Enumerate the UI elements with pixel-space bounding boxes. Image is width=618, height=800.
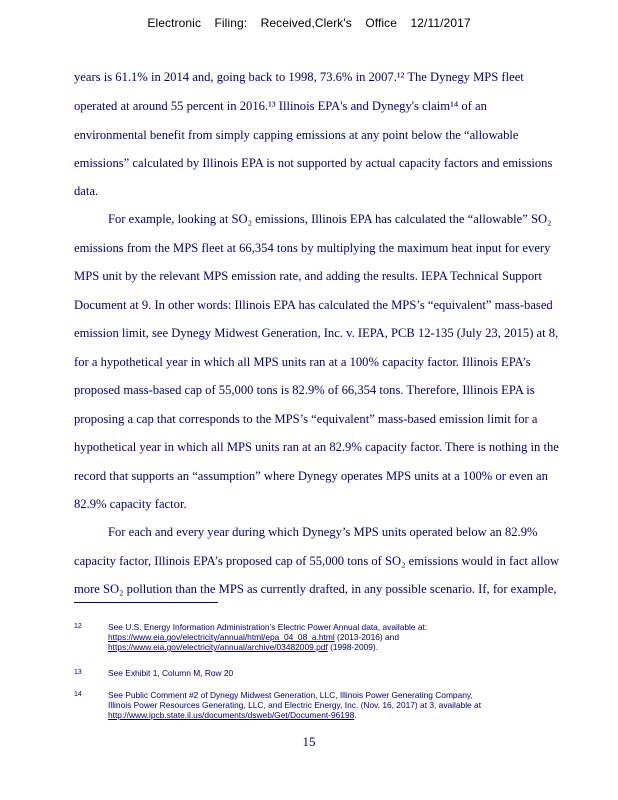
body-line: emission limit, see Dynegy Midwest Generation, Inc. v. IEPA, PCB 12-135 (July 23, 2015) at 8, [74, 326, 559, 340]
footnote-13 [74, 668, 564, 678]
body-line: emissions from the MPS fleet at 66,354 tons by multiplying the maximum heat input for every [74, 241, 551, 255]
paragraph-start: For example, looking at SO₂ emissions, Illinois EPA has calculated the “allowable” SO₂ [108, 212, 552, 226]
footnote-number: 14 [74, 691, 82, 698]
body-line: environmental benefit from simply capping emissions at any point below the “allowable [74, 128, 519, 142]
body-line: MPS unit by the relevant MPS emission rate, and adding the results. IEPA Technical Support [74, 269, 542, 283]
footnote-number: 12 [74, 623, 82, 630]
body-line: years is 61.1% in 2014 and, going back to 1998, 73.6% in 2007.¹² The Dynegy MPS fleet [74, 70, 524, 84]
body-line: operated at around 55 percent in 2016.¹³ Illinois EPA's and Dynegy's claim¹⁴ of an [74, 99, 487, 113]
body-line: proposing a cap that corresponds to the MPS’s “equivalent” mass-based emission limit for a [74, 412, 538, 426]
footnote-text: See U.S. Energy Information Administration’s Electric Power Annual data, available at: [108, 622, 428, 632]
footnote-link[interactable]: https://www.eia.gov/electricity/annual/archive/03482009.pdf [108, 642, 328, 652]
footnote-number: 13 [74, 669, 82, 676]
body-line: 82.9% capacity factor. [74, 497, 187, 511]
body-line: capacity factor, Illinois EPA’s proposed cap of 55,000 tons of SO₂ emissions would in fact allow [74, 554, 560, 568]
footnote-text: . [354, 710, 357, 720]
footnote-text: See Exhibit 1, Column M, Row 20 [108, 668, 234, 678]
body-line: proposed mass-based cap of 55,000 tons is 82.9% of 66,354 tons. Therefore, Illinois EPA is [74, 383, 535, 397]
footnote-text: (1998-2009). [327, 642, 379, 652]
footnote-text: Illinois Power Resources Generating, LLC, and Electric Energy, Inc. (Nov. 16, 2017) at 3, available at [108, 700, 482, 710]
body-line: record that supports an “assumption” where Dynegy operates MPS units at a 100% or even an [74, 469, 548, 483]
footnote-14 [74, 690, 564, 720]
filing-header: Electronic Filing: Received,Clerk's Office 12/11/2017 [147, 16, 471, 30]
body-line: Document at 9. In other words: Illinois EPA has calculated the MPS’s “equivalent” mass-based [74, 298, 553, 312]
footnote-separator [74, 602, 218, 603]
body-line: more SO₂ pollution than the MPS as currently drafted, in any possible scenario. If, for example, [74, 582, 557, 596]
footnote-link[interactable]: https://www.eia.gov/electricity/annual/html/epa_04_08_a.html [108, 632, 335, 642]
page-number: 15 [302, 734, 316, 749]
footnote-text: (2013-2016) and [334, 632, 399, 642]
footnote-text: See Public Comment #2 of Dynegy Midwest Generation, LLC, Illinois Power Generating Company, [108, 690, 473, 700]
footnote-12 [74, 622, 564, 652]
body-line: for a hypothetical year in which all MPS units ran at a 100% capacity factor. Illinois EPA’s [74, 355, 531, 369]
body-line: data. [74, 184, 99, 198]
body-line: emissions” calculated by Illinois EPA is not supported by actual capacity factors and emissions [74, 156, 553, 170]
body-line: hypothetical year in which all MPS units ran at an 82.9% capacity factor. There is nothing in the [74, 440, 559, 454]
footnote-link[interactable]: http://www.ipcb.state.il.us/documents/dsweb/Get/Document-96198 [108, 710, 355, 720]
paragraph-start: For each and every year during which Dynegy’s MPS units operated below an 82.9% [108, 525, 538, 539]
